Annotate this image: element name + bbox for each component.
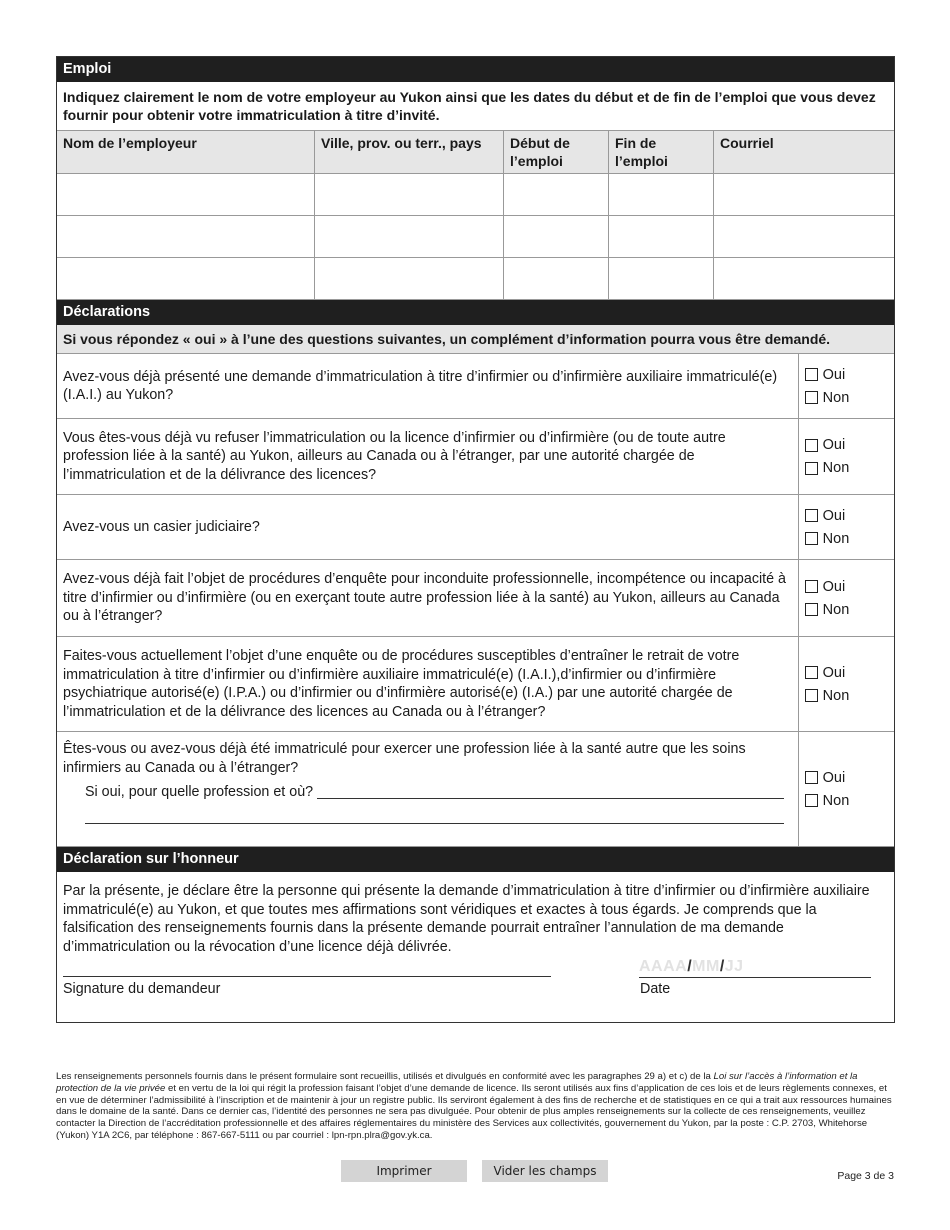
end-date-field[interactable] xyxy=(609,174,714,215)
checkbox-icon[interactable] xyxy=(805,368,818,381)
checkbox-icon[interactable] xyxy=(805,439,818,452)
option-no[interactable]: Non xyxy=(805,386,894,409)
declaration-question-3 xyxy=(57,495,894,560)
checkbox-icon[interactable] xyxy=(805,771,818,784)
checkbox-icon[interactable] xyxy=(805,666,818,679)
checkbox-icon[interactable] xyxy=(805,462,818,475)
application-form xyxy=(56,56,895,1023)
honor-section-header: Déclaration sur l’honneur xyxy=(57,847,894,872)
employment-row xyxy=(57,174,894,216)
declarations-subtitle: Si vous répondez « oui » à l’une des questions suivantes, un complément d’information pourra vous être demandé. xyxy=(57,325,894,354)
option-yes[interactable]: Oui xyxy=(805,766,894,789)
question-text: Avez-vous déjà fait l’objet de procédures d’enquête pour inconduite professionnelle, incompétence ou incapacité à titre d’infirmier ou d’infirmière (ou en exerçant toute autre profession liée à la santé) au Yukon, ailleurs au Canada ou à l’étranger? xyxy=(57,560,799,636)
city-field[interactable] xyxy=(315,258,504,299)
yes-no-options xyxy=(799,732,894,846)
employment-row xyxy=(57,258,894,300)
employer-name-field[interactable] xyxy=(57,216,315,257)
end-date-field[interactable] xyxy=(609,258,714,299)
employment-row xyxy=(57,216,894,258)
email-field[interactable] xyxy=(714,174,894,215)
option-no[interactable]: Non xyxy=(805,457,894,480)
option-no[interactable]: Non xyxy=(805,684,894,707)
question-text: Avez-vous un casier judiciaire? xyxy=(57,495,799,559)
checkbox-icon[interactable] xyxy=(805,391,818,404)
email-field[interactable] xyxy=(714,216,894,257)
declarations-section-header: Déclarations xyxy=(57,300,894,325)
employment-table-header xyxy=(57,131,894,174)
checkbox-icon[interactable] xyxy=(805,509,818,522)
declaration-question-5 xyxy=(57,637,894,732)
print-button[interactable]: Imprimer xyxy=(341,1160,467,1182)
yes-no-options xyxy=(799,419,894,494)
signature-label: Signature du demandeur xyxy=(63,981,221,997)
column-end-date: Fin de l’emploi xyxy=(609,131,714,173)
column-city-province-country: Ville, prov. ou terr., pays xyxy=(315,131,504,173)
checkbox-icon[interactable] xyxy=(805,794,818,807)
honor-section xyxy=(57,872,894,1023)
column-email: Courriel xyxy=(720,135,774,151)
start-date-field[interactable] xyxy=(504,174,609,215)
column-start-date: Début de l’emploi xyxy=(504,131,609,173)
privacy-law-name: Loi sur l’accès à l’information et la protection de la vie privée xyxy=(56,1071,858,1094)
column-employer-name: Nom de l’employeur xyxy=(57,131,315,173)
option-no[interactable]: Non xyxy=(805,527,894,550)
end-date-field[interactable] xyxy=(609,216,714,257)
city-field[interactable] xyxy=(315,216,504,257)
followup-row xyxy=(63,783,792,802)
option-no[interactable]: Non xyxy=(805,598,894,621)
yes-no-options xyxy=(799,354,894,418)
followup-label: Si oui, pour quelle profession et où? xyxy=(85,784,314,800)
declaration-question-4 xyxy=(57,560,894,637)
checkbox-icon[interactable] xyxy=(805,689,818,702)
followup-input-line-2[interactable] xyxy=(85,823,784,824)
yes-no-options xyxy=(799,495,894,559)
privacy-notice: Les renseignements personnels fournis dans le présent formulaire sont recueillis, utilisés et divulgués en conformité avec les paragraphes 29 a) et c) de la Loi sur l’accès à l’information et la protection de la vie privée et en vertu de la loi qui régit la profession faisant l’objet d’une demande de licence. Ils seront utilisés aux fins d’application de ces lois et de leurs règlements connexes, et en vue de déterminer l’admissibilité à l’inscription et de maintenir à jour un registre public. Ils serviront également à des fins de recherche et de statistiques en ce qui a trait aux ressources humaines dans le domaine de la santé. Dans ce dernier cas, l’identité des personnes ne sera pas divulguée. Pour obtenir de plus amples renseignements sur la collecte de ces renseignements, veuillez contacter la Direction de l’accréditation professionnelle et des affaires réglementaires du ministère des Services aux collectivités, gouvernement du Yukon, par la poste : C.P. 2703, Whitehorse (Yukon) Y1A 2C6, par téléphone : 867-667-5111 ou par courriel : lpn-rpn.plra@gov.yk.ca. xyxy=(56,1071,892,1141)
option-yes[interactable]: Oui xyxy=(805,504,894,527)
option-yes[interactable]: Oui xyxy=(805,575,894,598)
date-input[interactable]: AAAA/MM/JJ xyxy=(639,958,871,978)
option-no[interactable]: Non xyxy=(805,789,894,812)
signature-input[interactable] xyxy=(63,976,551,977)
option-yes[interactable]: Oui xyxy=(805,434,894,457)
start-date-field[interactable] xyxy=(504,216,609,257)
honor-text: Par la présente, je déclare être la personne qui présente la demande d’immatriculation à titre d’infirmier ou d’infirmière auxiliaire immatriculé(e) au Yukon, et que toutes mes affirmations sont véridiques et exactes à tous égards. Je comprends que la falsification des renseignements fournis dans la présente demande pourrait entraîner l’annulation de ma demande d’immatriculation ou la révocation d’une licence déjà délivrée. xyxy=(63,883,870,955)
employment-instructions: Indiquez clairement le nom de votre employeur au Yukon ainsi que les dates du début et de fin de l’emploi que vous devez fournir pour obtenir votre immatriculation à titre d’invité. xyxy=(57,82,894,131)
employment-section-header: Emploi xyxy=(57,57,894,82)
declaration-question-6 xyxy=(57,732,894,847)
city-field[interactable] xyxy=(315,174,504,215)
date-label: Date xyxy=(640,981,671,997)
yes-no-options xyxy=(799,560,894,636)
employer-name-field[interactable] xyxy=(57,174,315,215)
option-yes[interactable]: Oui xyxy=(805,363,894,386)
question-text: Avez-vous déjà présenté une demande d’immatriculation à titre d’infirmier ou d’infirmière auxiliaire immatriculé(e) (I.A.I.) au Yukon? xyxy=(57,354,799,418)
option-yes[interactable]: Oui xyxy=(805,661,894,684)
clear-fields-button[interactable]: Vider les champs xyxy=(482,1160,608,1182)
followup-input[interactable] xyxy=(317,783,784,799)
question-text: Faites-vous actuellement l’objet d’une enquête ou de procédures susceptibles d’entraîner le retrait de votre immatriculation à titre d’infirmier ou d’infirmière auxiliaire immatriculé(e) (I.A.I.),d’infirmier ou d’infirmière psychiatrique autorisé(e) (I.P.A.) ou d’infirmier ou d’infirmière autorisé(e) (I.A.) par une autorité chargée de l’immatriculation et de la délivrance des licences au Canada ou à l’étranger? xyxy=(57,637,799,731)
page-number: Page 3 de 3 xyxy=(837,1170,894,1182)
email-field[interactable] xyxy=(714,258,894,299)
yes-no-options xyxy=(799,637,894,731)
question-text-block xyxy=(57,732,799,846)
declaration-question-1 xyxy=(57,354,894,419)
start-date-field[interactable] xyxy=(504,258,609,299)
question-text: Vous êtes-vous déjà vu refuser l’immatriculation ou la licence d’infirmier ou d’infirmière (ou de toute autre profession liée à la santé) au Yukon, ailleurs au Canada ou à l’étranger, par une autorité chargée de l’immatriculation et de la délivrance des licences? xyxy=(57,419,799,494)
checkbox-icon[interactable] xyxy=(805,603,818,616)
checkbox-icon[interactable] xyxy=(805,532,818,545)
declaration-question-2 xyxy=(57,419,894,495)
question-text: Êtes-vous ou avez-vous déjà été immatriculé pour exercer une profession liée à la santé autre que les soins infirmiers au Canada ou à l’étranger? xyxy=(63,741,746,776)
employer-name-field[interactable] xyxy=(57,258,315,299)
checkbox-icon[interactable] xyxy=(805,580,818,593)
